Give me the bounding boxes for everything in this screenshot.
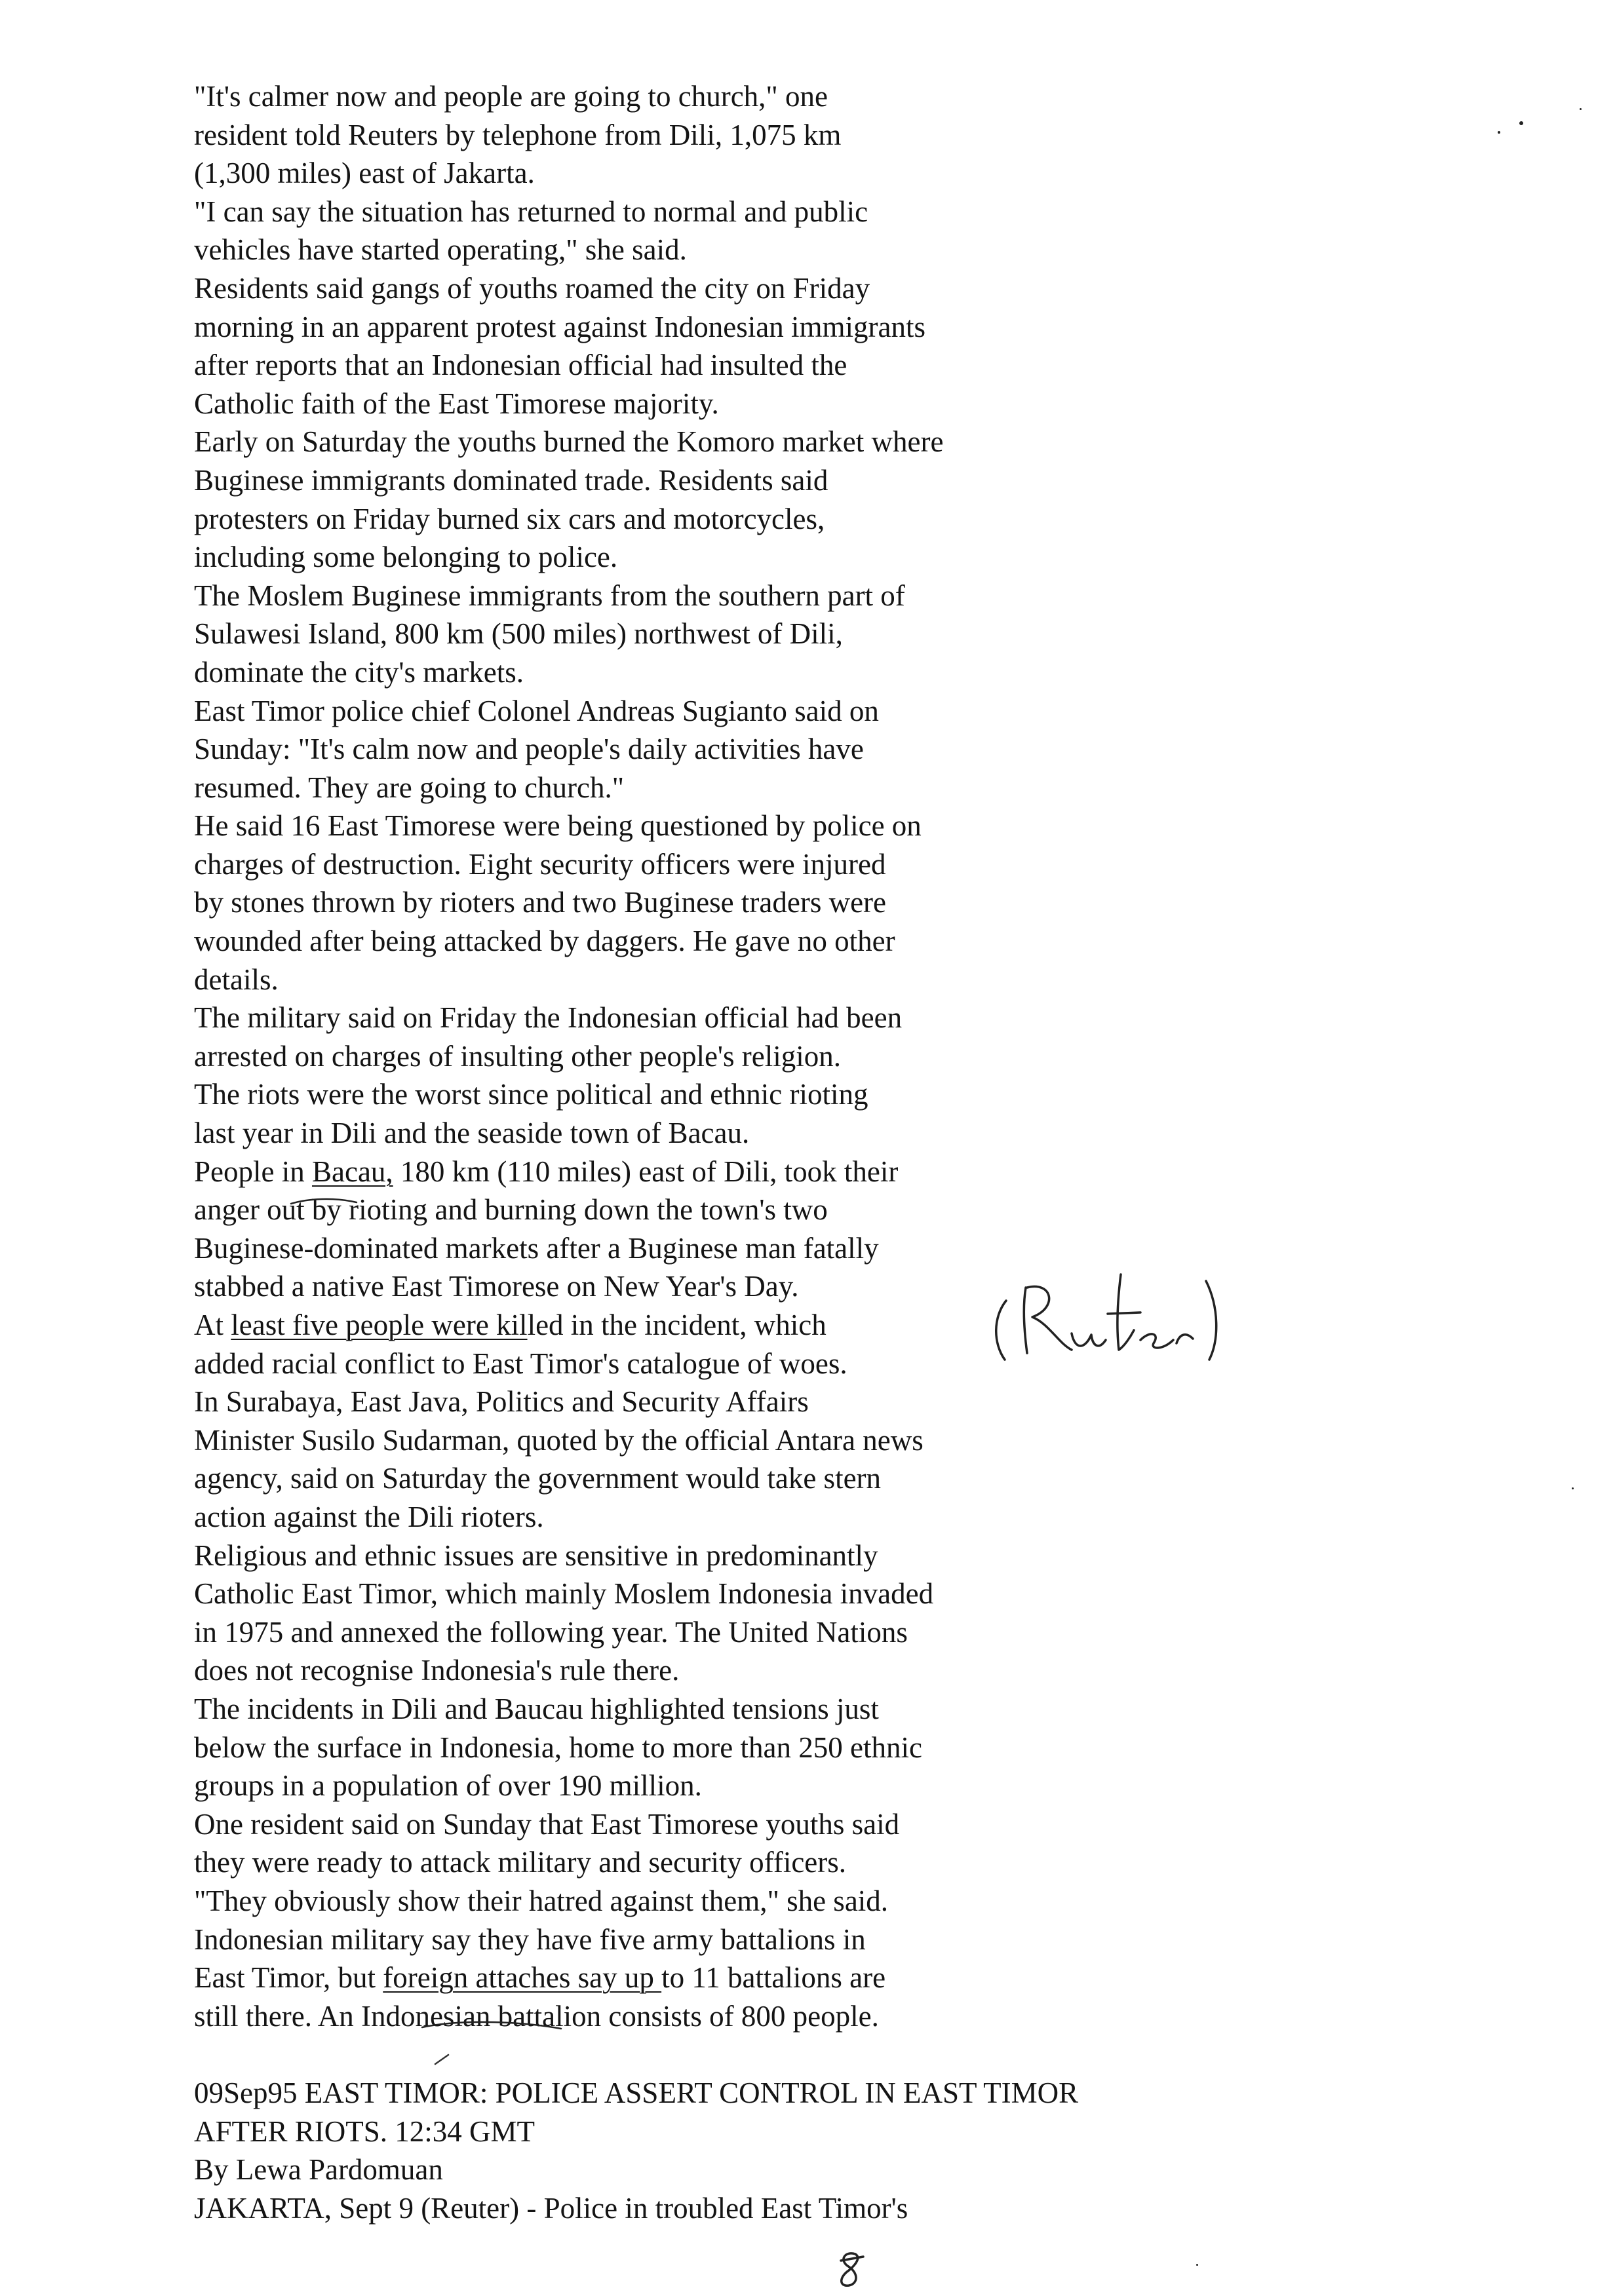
article-line: including some belonging to police.	[194, 541, 618, 574]
article-line: morning in an apparent protest against Indonesian immigrants	[194, 310, 925, 343]
article-line: stabbed a native East Timorese on New Year's Day.	[194, 1270, 799, 1303]
article-line: In Surabaya, East Java, Politics and Security Affairs	[194, 1385, 809, 1419]
article-line: The riots were the worst since political and ethnic rioting	[194, 1078, 868, 1111]
article-line: Sunday: "It's calm now and people's daily activities have	[194, 733, 864, 766]
article-line-bacau	[194, 1153, 1374, 1191]
article-line: arrested on charges of insulting other people's religion.	[194, 1039, 842, 1073]
article-line-killed-before: At	[194, 1309, 231, 1341]
article-line: resumed. They are going to church."	[194, 771, 625, 804]
article-line: Minister Susilo Sudarman, quoted by the official Antara news	[194, 1423, 924, 1457]
article-line-foreign-before: East Timor, but	[194, 1961, 383, 1995]
article-line-last: still there. An Indonesian battalion consists of 800 people.	[194, 1999, 879, 2033]
story-byline: By Lewa Pardomuan	[194, 2153, 443, 2187]
article-body	[194, 77, 1374, 2035]
article-line: protesters on Friday burned six cars and motorcycles,	[194, 502, 825, 535]
article-line: The military said on Friday the Indonesian official had been	[194, 1001, 903, 1035]
article-line: Buginese-dominated markets after a Buginese man fatally	[194, 1231, 879, 1265]
story-dateline: JAKARTA, Sept 9 (Reuter) - Police in troubled East Timor's	[194, 2191, 908, 2225]
article-line: "I can say the situation has returned to normal and public	[194, 195, 868, 228]
article-line: One resident said on Sunday that East Timorese youths said	[194, 1807, 900, 1841]
scan-speck	[1519, 121, 1523, 125]
article-line: resident told Reuters by telephone from Dili, 1,075 km	[194, 118, 842, 151]
article-line: (1,300 miles) east of Jakarta.	[194, 157, 535, 190]
article-line: Religious and ethnic issues are sensitive in predominantly	[194, 1539, 878, 1572]
article-line-killed-after: led in the incident, which	[527, 1309, 827, 1341]
article-line: Sulawesi Island, 800 km (500 miles) northwest of Dili,	[194, 617, 843, 651]
article-line: in 1975 and annexed the following year. The United Nations	[194, 1615, 908, 1649]
article-line-bacau-before: People in	[194, 1155, 312, 1188]
scan-speck	[1196, 2264, 1198, 2266]
article-line: last year in Dili and the seaside town of Bacau.	[194, 1117, 750, 1150]
article-line: vehicles have started operating," she said.	[194, 233, 687, 267]
article-line: Buginese immigrants dominated trade. Residents said	[194, 463, 828, 497]
article-line: The Moslem Buginese immigrants from the southern part of	[194, 579, 905, 612]
article-line: East Timor police chief Colonel Andreas Sugianto said on	[194, 694, 879, 727]
article-line: they were ready to attack military and security officers.	[194, 1846, 847, 1879]
article-line: details.	[194, 963, 279, 996]
article-line: Residents said gangs of youths roamed the city on Friday	[194, 271, 870, 305]
article-line: wounded after being attacked by daggers. He gave no other	[194, 925, 895, 958]
scan-speck	[1498, 131, 1500, 134]
article-line-bacau-underlined: Bacau,	[311, 1155, 393, 1188]
story-headline-line-2: AFTER RIOTS. 12:34 GMT	[194, 2114, 535, 2148]
pen-tick-mark	[433, 2052, 452, 2067]
article-line: dominate the city's markets.	[194, 655, 524, 689]
article-line: The incidents in Dili and Baucau highlighted tensions just	[194, 1692, 879, 1725]
article-line-foreign-underlined: foreign attaches say up	[383, 1961, 662, 1995]
article-line: below the surface in Indonesia, home to more than 250 ethnic	[194, 1731, 922, 1764]
article-line: "It's calmer now and people are going to church," one	[194, 80, 828, 113]
article-line: anger out by rioting and burning down the town's two	[194, 1193, 828, 1227]
article-line: Catholic faith of the East Timorese majority.	[194, 387, 719, 420]
article-line-foreign-after: to 11 battalions are	[661, 1961, 886, 1995]
article-line: action against the Dili rioters.	[194, 1500, 544, 1533]
handwritten-page-number	[829, 2248, 875, 2293]
story-headline-line-1: 09Sep95 EAST TIMOR: POLICE ASSERT CONTROL IN EAST TIMOR	[194, 2076, 1079, 2109]
article-line-killed	[194, 1306, 1374, 1345]
next-story	[194, 2074, 1439, 2227]
article-line: He said 16 East Timorese were being questioned by police on	[194, 809, 922, 843]
scan-speck	[1572, 1487, 1574, 1489]
article-line-foreign	[194, 1959, 1374, 1997]
article-line: Early on Saturday the youths burned the Komoro market where	[194, 425, 944, 459]
article-line: after reports that an Indonesian official had insulted the	[194, 349, 847, 382]
article-line: groups in a population of over 190 million.	[194, 1769, 702, 1803]
article-line: Indonesian military say they have five army battalions in	[194, 1923, 866, 1956]
article-line-bacau-after: 180 km (110 miles) east of Dili, took their	[393, 1155, 899, 1188]
article-line: "They obviously show their hatred against them," she said.	[194, 1884, 889, 1917]
article-line: Catholic East Timor, which mainly Moslem Indonesia invaded	[194, 1577, 934, 1611]
scan-speck	[1580, 108, 1582, 110]
article-line-killed-underlined: least five people were kil	[231, 1309, 528, 1341]
article-line: agency, said on Saturday the government would take stern	[194, 1462, 882, 1495]
article-line: charges of destruction. Eight security officers were injured	[194, 847, 886, 881]
article-line: does not recognise Indonesia's rule there.	[194, 1654, 680, 1687]
article-line: by stones thrown by rioters and two Buginese traders were	[194, 886, 887, 919]
article-line: added racial conflict to East Timor's catalogue of woes.	[194, 1347, 847, 1380]
